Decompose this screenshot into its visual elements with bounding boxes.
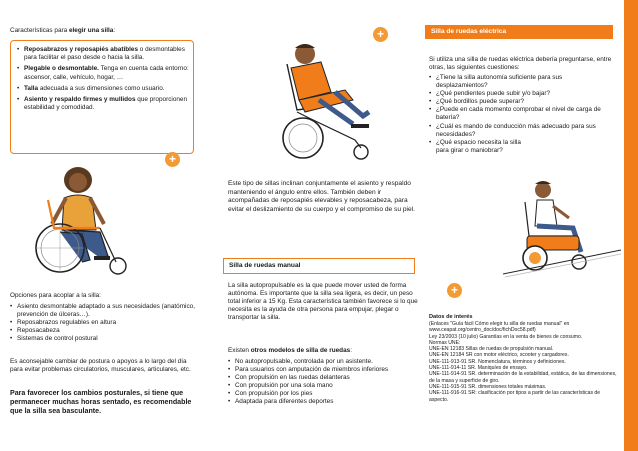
- info-line: UNE-111-913-91 SR. Nomenclatura, términos y definiciones.: [429, 358, 566, 365]
- models-list: [228, 358, 416, 407]
- info-line: UNE-111-914-11 SR. Maniquíes de ensayo.: [429, 365, 528, 372]
- question-item: • ¿Qué espacio necesita la silla para girar o maniobrar?: [429, 139, 529, 155]
- intro-line: Características para elegir una silla:: [10, 27, 116, 34]
- info-line: UNE-EN 12184 SR con motor eléctrico, scooter y cargadores.: [429, 352, 569, 359]
- info-line: UNE-EN 12183 Sillas de ruedas de propulsión manual.: [429, 346, 554, 353]
- features-list: [17, 46, 189, 112]
- bold-recommendation: Para favorecer los cambios posturales, si tiene que permanecer muchas horas sentado, es recomendable que la silla sea basculante.: [10, 389, 192, 415]
- feature-item: • Reposabrazos y reposapiés abatibles o desmontables para facilitar el paso desde o hacia la silla.: [17, 46, 189, 62]
- feature-item: • Plegable o desmontable. Tenga en cuenta cada entorno: ascensor, calle, vehículo, hogar, …: [17, 65, 189, 81]
- questions-list: [429, 74, 613, 155]
- features-box: [10, 40, 194, 154]
- option-item: • Sistemas de control postural: [10, 335, 205, 343]
- model-item: • Para usuarios con amputación de miembros inferiores: [228, 366, 416, 374]
- option-item: • Reposabrazos regulables en altura: [10, 319, 205, 327]
- electric-intro: Si utiliza una silla de ruedas eléctrica debería preguntarse, entre otras, las siguientes cuestiones:: [429, 56, 612, 72]
- info-line: (Enlaces "Guía fácil Cómo elegir tu silla de ruedas manual" en www.ceapat.org/centro_doc/doc/fichDoc58.pdf): [429, 321, 570, 334]
- models-title: Existen otros modelos de silla de ruedas:: [228, 347, 352, 354]
- info-block: [429, 321, 619, 403]
- option-item: • Asiento desmontable adaptado a sus necesidades (anatómico, prevención de úlceras…).: [10, 303, 205, 319]
- question-item: • ¿Cuál es mando de conducción más adecuado para sus necesidades?: [429, 123, 613, 139]
- wheelchair-user-illustration: [30, 158, 160, 280]
- feature-item: • Talla adecuada a sus dimensiones como usuario.: [17, 85, 189, 93]
- model-item: • No autopropulsable, controlada por un asistente.: [228, 358, 416, 366]
- info-line: Normas UNE:: [429, 339, 461, 346]
- model-item: • Adaptada para diferentes deportes: [228, 398, 416, 406]
- middle-column: [213, 0, 425, 451]
- manual-header: Silla de ruedas manual: [223, 258, 415, 274]
- option-item: • Reposacabeza: [10, 327, 205, 335]
- info-line: UNE-111-915-91 SR. dimensiones totales máximas.: [429, 383, 547, 390]
- info-line: Ley 23/2003 (10 julio) Garantías en la venta de bienes de consumo.: [429, 333, 583, 340]
- question-item: • ¿Qué pendientes puede subir y/o bajar?: [429, 90, 613, 98]
- question-item: • ¿Puede en cada momento comprobar el nivel de carga de batería?: [429, 106, 613, 122]
- model-item: • Con propulsión por una sola mano: [228, 382, 416, 390]
- posture-text: Es aconsejable cambiar de postura o apoyos a lo largo del día para evitar problemas circulatorios, musculares, articulares, etc.: [10, 358, 191, 374]
- electric-header: Silla de ruedas eléctrica: [425, 25, 613, 39]
- model-item: • Con propulsión en las ruedas delanteras: [228, 374, 416, 382]
- manual-description: La silla autopropulsable es la que puede mover usted de forma autónoma. Es importante que la silla sea ligera, es decir, un peso total inferior a 15 Kg. Esta característica también favorece si lo que necesita es la ayuda de otra persona para empujar, plegar o transportar la silla.: [228, 282, 418, 322]
- plus-icon: +: [447, 283, 462, 298]
- electric-wheelchair-illustration: [503, 178, 621, 278]
- tilt-wheelchair-illustration: [235, 40, 385, 165]
- question-item: • ¿Qué bordillos puede superar?: [429, 98, 613, 106]
- tilt-description: Este tipo de sillas inclinan conjuntamente el asiento y respaldo manteniendo el ángulo entre ellos. También deben ir acompañadas de reposapiés elevables y reposacabeza, para evitar el deslizamiento de su cuerpo y el compromiso de su piel.: [228, 180, 415, 213]
- left-column: [0, 0, 213, 451]
- model-item: • Con propulsión por los pies: [228, 390, 416, 398]
- orange-side-tab: [624, 0, 638, 451]
- info-line: UNE-111-916-91 SR: clasificación por tipos a partir de las características de aspecto.: [429, 390, 601, 403]
- question-item: • ¿Tiene la silla autonomía suficiente para sus desplazamientos?: [429, 74, 613, 90]
- plus-icon: +: [165, 152, 180, 167]
- options-title: Opciones para acoplar a la silla:: [10, 292, 101, 299]
- plus-icon: +: [373, 27, 388, 42]
- info-title: Datos de interés: [429, 314, 473, 320]
- right-column: [425, 0, 638, 451]
- info-line: UNE-111-914-91 SR. determinación de la estabilidad, estática, de las dimensiones, de la masa y superficie de giro.: [429, 371, 617, 384]
- feature-item: • Asiento y respaldo firmes y mullidos que proporcionen estabilidad y comodidad.: [17, 96, 189, 112]
- options-list: [10, 303, 205, 343]
